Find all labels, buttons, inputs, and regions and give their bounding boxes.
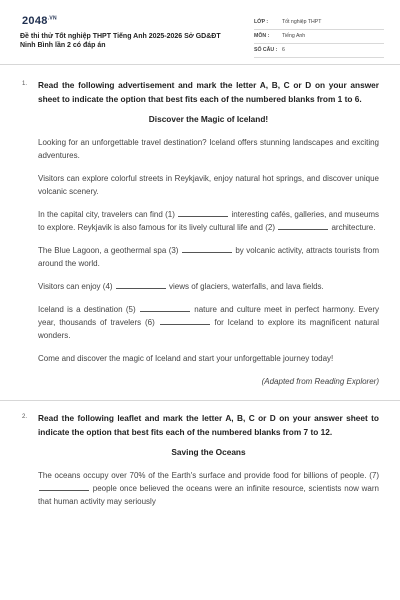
text-segment: architecture.	[331, 223, 376, 232]
exam-meta	[254, 16, 384, 58]
passage-title: Discover the Magic of Iceland!	[148, 114, 269, 124]
answer-blank-2	[278, 221, 328, 230]
passage-source: (Adapted from Reading Explorer)	[261, 377, 379, 386]
meta-class	[254, 16, 384, 30]
meta-value: Tiếng Anh	[282, 33, 306, 39]
meta-key: LỚP :	[254, 19, 269, 25]
passage-paragraph	[38, 208, 379, 234]
answer-blank-6	[160, 316, 210, 325]
site-logo[interactable]	[22, 15, 57, 27]
answer-blank-5	[140, 303, 190, 312]
question-prompt: Read the following advertisement and mark the letter A, B, C or D on your answer sheet to indicate the option that best fits each of the numbered blanks from 1 to 6.	[38, 80, 379, 104]
logo-suffix: .VN	[47, 15, 57, 22]
text-segment: The Blue Lagoon, a geothermal spa (3)	[38, 246, 179, 255]
passage-paragraph	[38, 303, 379, 342]
meta-question-count	[254, 44, 384, 58]
passage-paragraph	[38, 469, 379, 508]
question-prompt: Read the following leaflet and mark the letter A, B, C or D on your answer sheet to indicate the option that best fits each of the numbered blanks from 7 to 12.	[38, 413, 379, 437]
meta-subject	[254, 30, 384, 44]
question-1	[22, 78, 379, 388]
text-segment: The oceans occupy over 70% of the Earth's surface and provide food for billions of people. (7)	[38, 471, 379, 480]
passage-paragraph	[38, 280, 379, 293]
exam-title: Đề thi thử Tốt nghiệp THPT Tiếng Anh 2025-2026 Sở GD&ĐT Ninh Bình lần 2 có đáp án	[20, 33, 221, 49]
logo-text: 2048	[22, 15, 48, 27]
answer-blank-3	[182, 244, 232, 253]
text-segment: nature and culture meet in perfect harmony. Every year, thousands of travelers (6)	[38, 305, 379, 327]
passage	[38, 113, 379, 388]
text-segment: by volcanic activity, attracts tourists from around the world.	[38, 246, 379, 268]
text-segment: interesting cafés, galleries, and museums to explore. Reykjavik is also famous for its lively cultural life and (2)	[38, 210, 380, 232]
meta-value: 6	[282, 47, 285, 53]
answer-blank-4	[116, 280, 166, 289]
meta-value: Tốt nghiệp THPT	[282, 19, 322, 25]
passage-paragraph: Looking for an unforgettable travel destination? Iceland offers stunning landscapes and exciting adventures.	[38, 138, 379, 160]
text-segment: people once believed the oceans were an infinite resource, scientists now warn that human activity may seriously	[38, 484, 379, 506]
exam-content	[22, 78, 379, 518]
text-segment: Visitors can enjoy (4)	[38, 282, 113, 291]
text-segment: views of glaciers, waterfalls, and lava fields.	[169, 282, 324, 291]
text-segment: Iceland is a destination (5)	[38, 305, 136, 314]
passage-paragraph: Visitors can explore colorful streets in Reykjavik, enjoy natural hot springs, and discover unique volcanic scenery.	[38, 174, 379, 196]
passage-title: Saving the Oceans	[171, 447, 246, 457]
header-divider	[0, 64, 400, 65]
answer-blank-7	[39, 482, 89, 491]
meta-key: MÔN :	[254, 33, 270, 39]
question-number: 1.	[22, 81, 28, 87]
meta-key: SỐ CÂU :	[254, 47, 278, 53]
passage-paragraph: Come and discover the magic of Iceland and start your unforgettable journey today!	[38, 354, 334, 363]
page-header	[0, 0, 400, 64]
question-2	[22, 411, 379, 508]
passage-paragraph	[38, 244, 379, 270]
answer-blank-1	[178, 208, 228, 217]
text-segment: for Iceland to explore its magnificent natural wonders.	[38, 318, 379, 340]
text-segment: In the capital city, travelers can find (1)	[38, 210, 175, 219]
question-number: 2.	[22, 414, 28, 420]
question-divider	[0, 400, 400, 401]
passage	[38, 446, 379, 508]
